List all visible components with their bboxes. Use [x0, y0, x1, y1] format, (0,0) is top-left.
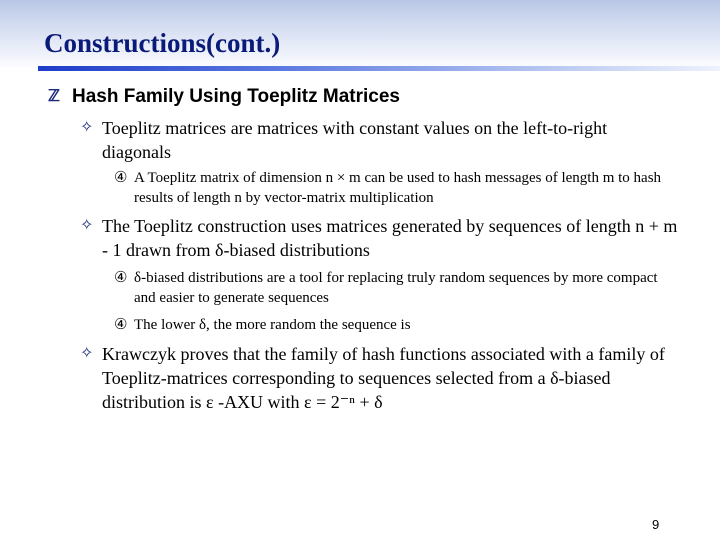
- sub-bullet-icon: ④: [114, 270, 128, 286]
- page-number: 9: [652, 517, 660, 532]
- bullet-text: Toeplitz matrices are matrices with constant values on the left-to-right diagonals: [102, 118, 608, 162]
- sub-bullet-lower-delta: [114, 315, 674, 335]
- bullet-main-text: Hash Family Using Toeplitz Matrices: [72, 86, 401, 107]
- sub-bullet-text: δ-biased distributions are a tool for replacing truly random sequences by more compact and easier to generate sequences: [134, 270, 658, 306]
- sub-bullet-icon: ④: [114, 170, 128, 186]
- sub-bullet-delta-biased: [114, 268, 674, 308]
- bullet-text: The Toeplitz construction uses matrices generated by sequences of length n + m - 1 drawn from δ-biased distributions: [102, 216, 678, 260]
- bullet-toeplitz-construction: [80, 214, 680, 262]
- sub-bullet-icon: ④: [114, 317, 128, 333]
- sub-bullet-matrix-dimension: [114, 168, 674, 208]
- slide-title: Constructions(cont.): [44, 28, 281, 58]
- bullet-main: [48, 86, 400, 109]
- sub-bullet-text: A Toeplitz matrix of dimension n × m can be used to hash messages of length m to hash results of length n by vector-matrix multiplication: [134, 170, 662, 206]
- bullet-diamond-icon: ✧: [80, 119, 94, 136]
- bullet-krawczyk: [80, 342, 680, 414]
- bullet-main-icon: ℤ: [48, 88, 60, 105]
- bullet-diamond-icon: ✧: [80, 345, 94, 362]
- bullet-text: Krawczyk proves that the family of hash functions associated with a family of Toeplitz-matrices corresponding to sequences selected from a δ-biased distribution is ε -AXU with ε = 2⁻ⁿ + δ: [102, 344, 665, 412]
- title-underline: [38, 66, 720, 71]
- sub-bullet-text: The lower δ, the more random the sequence is: [134, 317, 411, 333]
- bullet-diamond-icon: ✧: [80, 217, 94, 234]
- bullet-toeplitz-definition: [80, 116, 680, 164]
